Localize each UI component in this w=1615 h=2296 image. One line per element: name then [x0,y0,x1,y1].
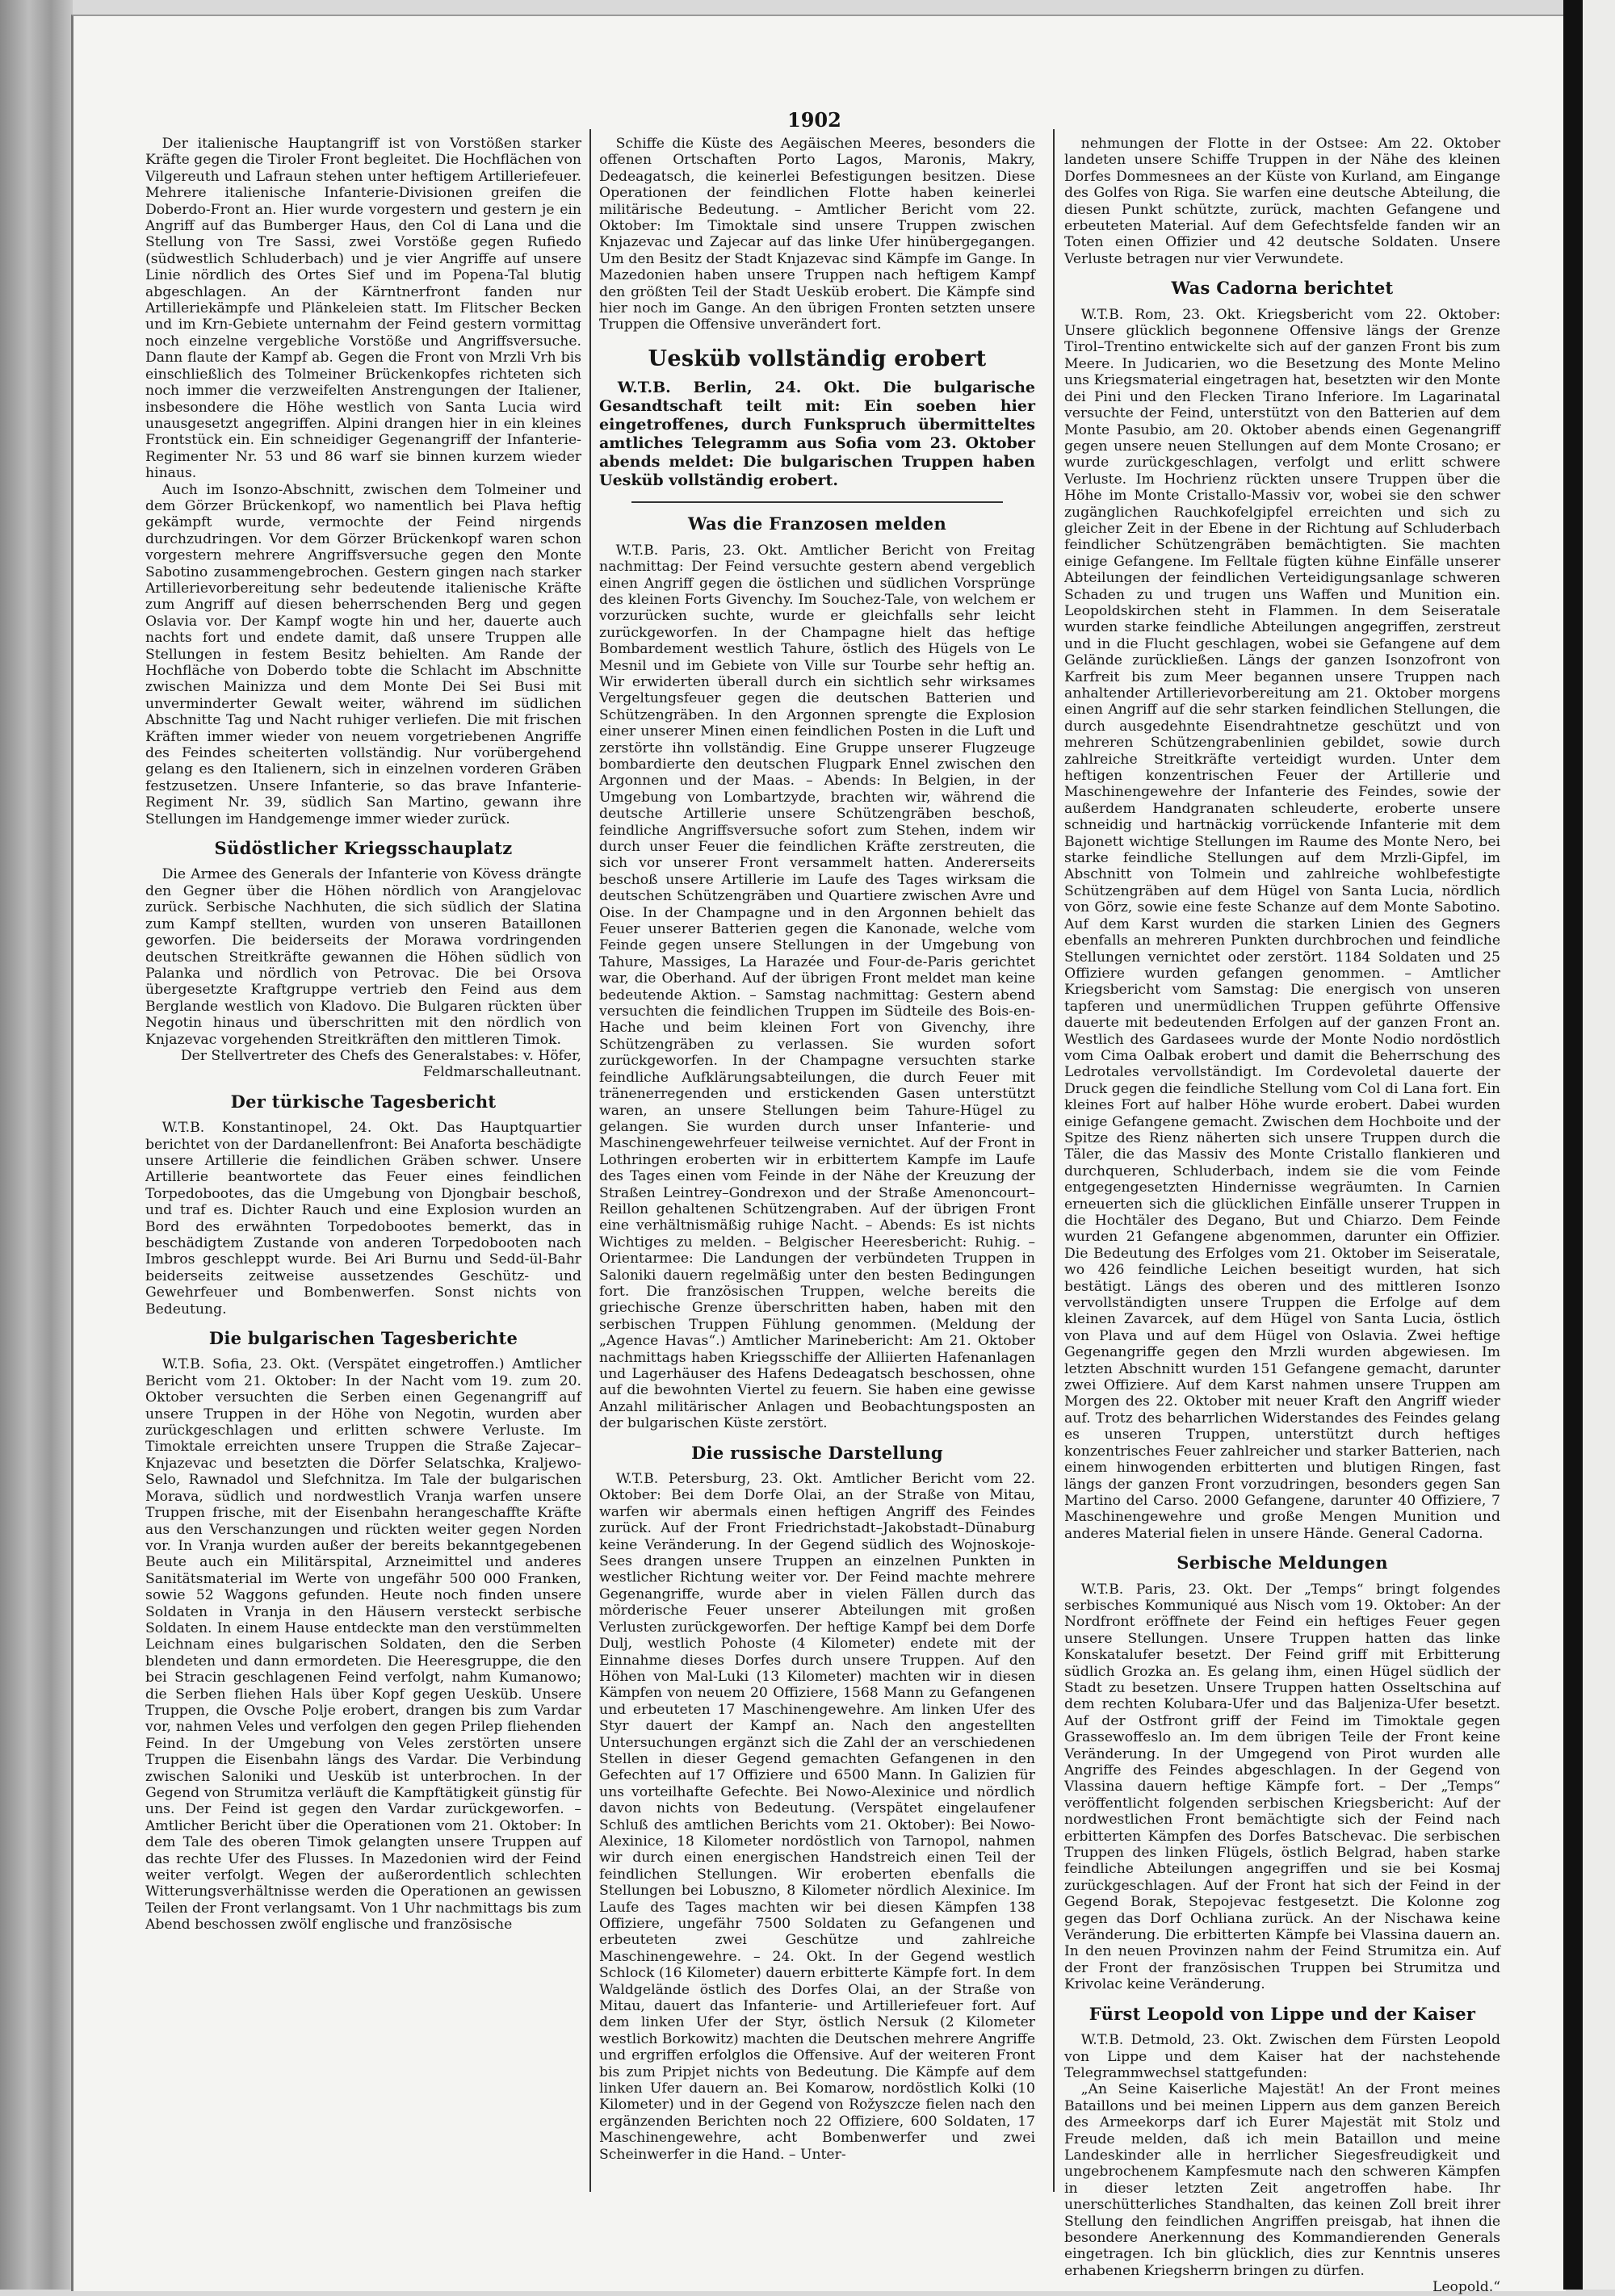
signature-line: Leopold.“ [1432,2279,1500,2296]
page-number: 1902 [787,108,841,132]
article-headline: Die russische Darstellung [691,1442,943,1463]
article-paragraph: W.T.B. Detmold, 23. Okt. Zwischen dem Fürsten Leopold von Lippe und dem Kaiser hat der nachstehende Telegrammwechsel stattgefunden: [1064,2032,1500,2081]
article-headline: Was die Franzosen melden [687,513,947,534]
article-headline: Was Cadorna berichtet [1171,278,1394,299]
article-paragraph: „An Seine Kaiserliche Majestät! An der Front meines Bataillons und bei meinen Lippern aus dem ganzen Bereich des Armeekorps darf ich Eurer Majestät mit Stolz und Freude melden, daß ich mein Bataillon und meine Landeskinder alle in herrlicher Siegesfreudigkeit und ungebrochenem Kampfesmute nach den schweren Kämpfen in dieser letzten Zeit angetroffen habe. Ihr unerschütterliches Standhalten, das keinen Zoll breit ihrer Stellung den feindlichen Angriffen preisgab, hat ihnen die besondere Anerkennung des Kommandierenden Generals eingetragen. Ich bin glücklich, dies zur Kenntnis unseres erhabenen Kriegsherrn bringen zu dürfen. [1064,2081,1500,2279]
article-paragraph: nehmungen der Flotte in der Ostsee: Am 22. Oktober landeten unsere Schiffe Truppen in der Nähe des kleinen Dorfes Dommesnees an der Küste von Kurland, am Eingange des Golfes von Riga. Sie warfen eine deutsche Abteilung, die diesen Punkt schützte, zurück, machten Gefangene und erbeuteten Material. Auf dem Gefechtsfelde fanden wir an Toten einen Offizier und 42 deutsche Soldaten. Unsere Verluste betragen nur vier Verwundete. [1064,136,1500,267]
article-paragraph: Die Armee des Generals der Infanterie von Kövess drängte den Gegner über die Höhen nördlich von Arangjelovac zurück. Serbische Nachhuten, die sich südlich der Slatina zum Kampf stellten, wurden von unseren Bataillonen geworfen. Die beiderseits der Morawa vordringenden deutschen Streitkräfte gewannen die Höhen südlich von Palanka und nördlich von Petrovac. Die bei Orsova übergesetzte Kraftgruppe vertrieb den Feind aus dem Berglande westlich von Kladovo. Die Bulgaren rückten über Negotin hinaus und überschritten mit den nördlich von Knjazevac vorgehenden Streitkräften den mittleren Timok. [145,866,581,1048]
article-headline: Südöstlicher Kriegsschauplatz [214,838,513,859]
column-rule [1053,129,1055,2192]
article-paragraph: W.T.B. Rom, 23. Okt. Kriegsbericht vom 22. Oktober: Unsere glücklich begonnene Offensive längs der Grenze Tirol–Trentino entwickelte sich auf der ganzen Front bis zum Meere. In Judicarien, wo die Besetzung des Monte Melino uns Kriegsmaterial eingetragen hat, besetzten wir den Monte dei Pini und den Flecken Tirano Inferiore. Im Lagarinatal versuchte der Feind, unterstützt von den Batterien auf dem Monte Pasubio, am 20. Oktober abends einen Gegenangriff gegen unsere neuen Stellungen auf dem Monte Crosano; er wurde zurückgeschlagen, verfolgt und erlitt schwere Verluste. Im Hochrienz rückten unsere Truppen über die Höhe im Monte Cristallo-Massiv vor, wobei sie den schwer zugänglichen Rauchkofelgipfel erreichten und sich zu gleicher Zeit in der Ebene in der Richtung auf Schluderbach feindlicher Schützengräben bemächtigten. Sie machten einige Gefangene. Im Felltale fügten kühne Einfälle unserer Abteilungen der feindlichen Verteidigungsanlage schweren Schaden zu und trugen uns Waffen und Munition ein. Leopoldskirchen steht in Flammen. In dem Seiseratale wurden starke feindliche Abteilungen angegriffen, zerstreut und in die Flucht geschlagen, wobei sie Gefangene auf dem Gelände zurückließen. Längs der ganzen Isonzofront von Karfreit bis zum Meer begannen unsere Truppen nach anhaltender Artillerievorbereitung am 21. Oktober morgens einen Angriff auf die sehr starken feindlichen Stellungen, die durch ausgedehnte Eisendrahtnetze geschützt und von mehreren Schützengrabenlinien gebildet, sowie durch zahlreiche Streitkräfte verteidigt wurden. Unter dem heftigen konzentrischen Feuer der Artillerie und Maschinengewehre der Infanterie des Feindes, sowie der außerdem Handgranaten schleuderte, eroberte unsere schneidig und hartnäckig vorrückende Infanterie mit dem Bajonett wichtige Stellungen im Raume des Monte Nero, bei starke feindliche Stellungen auf dem Mrzli-Gipfel, im Abschnitt von Tolmein und zahlreiche wohlbefestigte Schützengräben auf dem Hügel von Santa Lucia, nördlich von Görz, sowie eine feste Schanze auf dem Monte Sabotino. Auf dem Karst wurden die starken Linien des Gegners ebenfalls an mehreren Punkten durchbrochen und feindliche Stellungen vernichtet oder zerstört. 1184 Soldaten und 25 Offiziere wurden gefangen genommen. – Amtlicher Kriegsbericht vom Samstag: Die energisch von unseren tapferen und unermüdlichen Truppen geführte Offensive dauerte mit bedeutenden Erfolgen auf der ganzen Front an. Westlich des Gardasees wurde der Monte Nodio nordöstlich vom Cima Oalbak erobert und damit die Beherrschung des Ledrotales vervollständigt. Im Cordevoletal dauerte der Druck gegen die feindliche Stellung vom Col di Lana fort. Ein kleines Fort auf halber Höhe wurde erobert. Dabei wurden einige Gefangene gemacht. Zwischen dem Hochboite und der Spitze des Rienz näherten sich unsere Truppen durch die Täler, die das Massiv des Monte Cristallo flankieren und durchqueren, Schluderbach, indem sie die vom Feinde entgegengesetzten Hindernisse wegräumten. In Carnien erneuerten sich die glücklichen Einfälle unserer Truppen in die Hochtäler des Degano, But und Chiarzo. Dem Feinde wurden 21 Gefangene abgenommen, darunter ein Offizier. Die Bedeutung des Erfolges vom 21. Oktober im Seiseratale, wo 426 feindliche Leichen beseitigt wurden, hat sich bestätigt. Längs des oberen und des mittleren Isonzo vervollständigten unsere Truppen die Erfolge auf dem kleinen Zavarcek, auf dem Hügel von Santa Lucia, östlich von Plava und auf dem Hügel von Oslavia. Zwei heftige Gegenangriffe gegen den Mrzli wurden abgewiesen. Im letzten Abschnitt wurden 151 Gefangene gemacht, darunter zwei Offiziere. Auf dem Karst nahmen unsere Truppen am Morgen des 22. Oktober mit neuer Kraft den Angriff wieder auf. Trotz des beharrlichen Widerstandes des Feindes gelang es unseren Truppen, unterstützt durch heftiges konzentrisches Feuer zahlreicher und starker Batterien, nach einem hinwogenden erbitterten und blutigen Ringen, fast längs der ganzen Front vorzudringen, besonders gegen San Martino del Carso. 2000 Gefangene, darunter 40 Offiziere, 7 Maschinengewehre und große Mengen Munition und anderes Material fielen in unsere Hände. General Cadorna. [1064,306,1500,1542]
article-paragraph: Auch im Isonzo-Abschnitt, zwischen dem Tolmeiner und dem Görzer Brückenkopf, wo namentlich bei Plava heftig gekämpft wurde, vermochte der Feind nirgends durchzudringen. Vor dem Görzer Brückenkopf waren schon vorgestern mehrere Angriffsversuche gegen den Monte Sabotino zusammengebrochen. Gestern gingen nach starker Artillerievorbereitung sehr bedeutende italienische Kräfte zum Angriff auf diesen beherrschenden Berg und gegen Oslavia vor. Der Kampf wogte hin und her, dauerte auch nachts fort und endete damit, daß unsere Truppen alle Stellungen in festem Besitz behielten. Am Rande der Hochfläche von Doberdo tobte die Schlacht im Abschnitte zwischen Mainizza und dem Monte Dei Sei Busi mit unverminderter Gewalt weiter, während im südlichen Abschnitte Tag und Nacht ruhiger verliefen. Die mit frischen Kräften immer wieder von neuem vorgetriebenen Angriffe des Feindes scheiterten vollständig. Nur vorübergehend gelang es den Italienern, sich in einzelnen vorderen Gräben festzusetzen. Unsere Infanterie, so das brave Infanterie-Regiment Nr. 39, südlich San Martino, gewann ihre Stellungen im Handgemenge immer wieder zurück. [145,481,581,827]
article-paragraph: W.T.B. Sofia, 23. Okt. (Verspätet eingetroffen.) Amtlicher Bericht vom 21. Oktober: In der Nacht vom 19. zum 20. Oktober versuchten die Serben einen Gegenangriff auf unsere Truppen in der Höhe von Negotin, wurden aber zurückgeschlagen und erlitten schwere Verluste. Im Timoktale erreichten unsere Truppen die Straße Zajecar–Knjazevac und besetzten die Dörfer Selatschka, Kraljewo-Selo, Rawnadol und Slefchnitza. Im Tale der bulgarischen Morava, südlich und nordwestlich Vranja warfen unsere Truppen frische, mit der Eisenbahn herangeschaffte Kräfte aus den Verschanzungen und rückten weiter gegen Norden vor. In Vranja wurden außer der bereits bekanntgegebenen Beute auch ein Militärspital, Arzneimittel und anderes Sanitätsmaterial im Werte von ungefähr 500 000 Franken, sowie 52 Waggons gefunden. Heute noch finden unsere Soldaten in Vranja in den Häusern versteckt serbische Soldaten. In einem Hause entdeckte man den verstümmelten Leichnam eines bulgarischen Soldaten, den die Serben blendeten und dann ermordeten. Die Heeresgruppe, die den bei Stracin geschlagenen Feind verfolgt, nahm Kumanowo; die Serben fliehen Hals über Kopf gegen Uesküb. Unsere Truppen, die Ovsche Polje erobert, drangen bis zum Vardar vor, nahmen Veles und verfolgen den gegen Prilep fliehenden Feind. In der Umgebung von Veles zerstörten unsere Truppen die Eisenbahn längs des Vardar. Die Verbindung zwischen Saloniki und Uesküb ist unterbrochen. In der Gegend von Strumitza verläuft die Kampftätigkeit günstig für uns. Der Feind ist gegen den Vardar zurückgeworfen. – Amtlicher Bericht über die Operationen vom 21. Oktober: In dem Tale des oberen Timok gelangten unsere Truppen auf das rechte Ufer des Flusses. In Mazedonien wird der Feind weiter verfolgt. Wegen der außerordentlich schlechten Witterungsverhältnisse werden die Operationen an gewissen Teilen der Front verlangsamt. Von 1 Uhr nachmittags bis zum Abend beschossen zwölf englische und französische [145,1356,581,1934]
column-rule [589,129,591,2192]
article-headline: Uesküb vollständig erobert [648,346,987,371]
bulletin-paragraph: W.T.B. Berlin, 24. Okt. Die bulgarische Gesandtschaft teilt mit: Ein soeben hier eingetroffenes, durch Funkspruch übermitteltes amtliches Telegramm aus Sofia vom 23. Oktober abends meldet: Die bulgarischen Truppen haben Uesküb vollständig erobert. [599,379,1035,490]
article-paragraph: W.T.B. Paris, 23. Okt. Der „Temps“ bringt folgendes serbisches Kommuniqué aus Nisch vom 19. Oktober: An der Nordfront eröffnete der Feind ein heftiges Feuer gegen unsere Stellungen. Unsere Truppen hatten das linke Konskatalufer besetzt. Der Feind griff mit Erbitterung südlich Grozka an. Es gelang ihm, einen Hügel südlich der Stadt zu besetzen. Unsere Truppen hatten Osseltschina auf dem rechten Kolubara-Ufer und das Baljeniza-Ufer besetzt. Auf der Ostfront griff der Feind im Timoktale gegen Grassewoffeslo an. Im dem übrigen Teile der Front keine Veränderung. In der Umgegend von Pirot wurden alle Angriffe des Feindes abgeschlagen. In der Gegend von Vlassina dauern heftige Kämpfe fort. – Der „Temps“ veröffentlicht folgenden serbischen Kriegsbericht: Auf der nordwestlichen Front bemächtigte sich der Feind nach erbitterten Kämpfen des Dorfes Batschevac. Die serbischen Truppen des linken Flügels, östlich Belgrad, haben starke feindliche Abteilungen angegriffen und sie bei Kosmaj zurückgeschlagen. Auf der Front hat sich der Feind in der Gegend Borak, Stepojevac festgesetzt. Die Kolonne zog gegen das Dorf Ochliana zurück. An der Nischawa keine Veränderung. Die erbitterten Kämpfe bei Vlassina dauern an. In den neuen Provinzen nahm der Feind Strumitza ein. Auf der Front der französischen Truppen bei Strumitza und Krivolac keine Veränderung. [1064,1581,1500,1993]
article-paragraph: Schiffe die Küste des Aegäischen Meeres, besonders die offenen Ortschaften Porto Lagos, Maronis, Makry, Dedeagatsch, die keinerlei Befestigungen besitzen. Diese Operationen der feindlichen Flotte haben keinerlei militärische Bedeutung. – Amtlicher Bericht vom 22. Oktober: Im Timoktale sind unsere Truppen zwischen Knjazevac und Zajecar auf das linke Ufer hinübergegangen. Um den Besitz der Stadt Knjazevac sind Kämpfe im Gange. In Mazedonien haben unsere Truppen nach heftigem Kampf den größten Teil der Stadt Uesküb erobert. Die Kämpfe sind hier noch im Gange. An den übrigen Fronten setzten unsere Truppen die Offensive unverändert fort. [599,136,1035,333]
column-1 [145,136,581,2190]
article-paragraph: W.T.B. Konstantinopel, 24. Okt. Das Hauptquartier berichtet von der Dardanellenfront: Bei Anaforta beschädigte unsere Artillerie die feindlichen Gräben schwer. Unsere Artillerie beantwortete das Feuer eines feindlichen Torpedobootes, das die Umgebung von Djongbair beschoß, und traf es. Dichter Rauch und eine Explosion wurden an Bord des erwähnten Torpedobootes bemerkt, das in beschädigtem Zustande von anderen Torpedobooten nach Imbros geschleppt wurde. Bei Ari Burnu und Sedd-ül-Bahr beiderseits zeitweise aussetzendes Geschütz- und Gewehrfeuer und Bombenwerfen. Sonst nichts von Bedeutung. [145,1120,581,1318]
section-divider [631,501,1003,503]
article-paragraph: Der italienische Hauptangriff ist von Vorstößen starker Kräfte gegen die Tiroler Front begleitet. Die Hochflächen von Vilgereuth und Lafraun stehen unter heftigem Artilleriefeuer. Mehrere italienische Infanterie-Divisionen greifen die Doberdo-Front an. Hier wurde vorgestern und gestern je ein Angriff auf das Bumberger Haus, den Col di Lana und die Stellung von Tre Sassi, zwei Vorstöße gegen Rufiedo (südwestlich Schluderbach) und je vier Angriffe auf unsere Linie nördlich des Ortes Sief und im Popena-Tal blutig abgeschlagen. An der Kärntnerfront fanden nur Artilleriekämpfe und Plänkeleien statt. Im Flitscher Becken und im Krn-Gebiete unternahm der Feind gestern vormittag noch einzelne vergebliche Vorstöße und Angriffsversuche. Dann flaute der Kampf ab. Gegen die Front von Mrzli Vrh bis einschließlich des Tolmeiner Brückenkopfes richteten sich noch immer die verzweifelten Anstrengungen der Italiener, insbesondere die Höhe westlich von Santa Lucia wird unausgesetzt angegriffen. Alpini drangen hier in ein kleines Frontstück ein. Ein schneidiger Gegenangriff der Infanterie-Regimenter Nr. 53 und 86 warf sie binnen kurzem wieder hinaus. [145,136,581,482]
scan-border [1563,0,1583,2290]
article-headline: Fürst Leopold von Lippe und der Kaiser [1089,2003,1476,2024]
article-headline: Die bulgarischen Tagesberichte [208,1328,518,1349]
article-paragraph: W.T.B. Petersburg, 23. Okt. Amtlicher Bericht vom 22. Oktober: Bei dem Dorfe Olai, an der Straße von Mitau, warfen wir abermals einen heftigen Angriff des Feindes zurück. Auf der Front Friedrichstadt–Jakobstadt–Dünaburg keine Veränderung. In der Gegend südlich des Wojnoskoje-Sees drangen unsere Truppen an einzelnen Punkten in westlicher Richtung weiter vor. Der Feind machte mehrere Gegenangriffe, wurde aber in vielen Fällen durch das mörderische Feuer unserer Abteilungen mit großen Verlusten zurückgeworfen. Der heftige Kampf bei dem Dorfe Dulj, westlich Pohoste (4 Kilometer) endete mit der Einnahme dieses Dorfes durch unsere Truppen. Auf den Höhen von Mal-Luki (13 Kilometer) machten wir in diesen Kämpfen von neuem 20 Offiziere, 1568 Mann zu Gefangenen und erbeuteten 17 Maschinengewehre. Am linken Ufer des Styr dauert der Kampf an. Nach den angestellten Untersuchungen ergänzt sich die Zahl der an verschiedenen Stellen in dieser Gegend gemachten Gefangenen in den Gefechten auf 17 Offiziere und 6500 Mann. In Galizien für uns vorteilhafte Gefechte. Bei Nowo-Alexinice und nördlich davon nichts von Bedeutung. (Verspätet eingelaufener Schluß des amtlichen Berichts vom 21. Oktober): Bei Nowo-Alexinice, 18 Kilometer nordöstlich von Tarnopol, nahmen wir durch einen energischen Handstreich einen Teil der feindlichen Stellungen. Wir eroberten ebenfalls die Stellungen bei Lobuszno, 8 Kilometer nördlich Alexinice. Im Laufe des Tages machten wir bei diesen Kämpfen 138 Offiziere, ungefähr 7500 Soldaten zu Gefangenen und erbeuteten zwei Geschütze und zahlreiche Maschinengewehre. – 24. Okt. In der Gegend westlich Schlock (16 Kilometer) dauern erbitterte Kämpfe fort. In dem Waldgelände östlich des Dorfes Olai, an der Straße von Mitau, dauert das Infanterie- und Artilleriefeuer fort. Auf dem linken Ufer der Styr, östlich Nersuk (2 Kilometer westlich Borkowitz) machten die Deutschen mehrere Angriffe und ergriffen erfolglos die Offensive. Auf der weiteren Front bis zum Pripjet nichts von Bedeutung. Die Kämpfe auf dem linken Ufer dauern an. Bei Komarow, nordöstlich Kolki (10 Kilometer) und in der Gegend von Rožyszcze fielen nach den ergänzenden Berichten noch 22 Offiziere, 600 Soldaten, 17 Maschinengewehre, acht Bombenwerfer und zwei Scheinwerfer in die Hand. – Unter- [599,1471,1035,2163]
article-headline: Serbische Meldungen [1177,1552,1388,1573]
article-headline: Der türkische Tagesbericht [230,1091,497,1112]
adjacent-page [1583,0,1615,2290]
signature-line: Der Stellvertreter des Chefs des Generalstabes: v. Höfer, Feldmarschalleutnant. [180,1047,581,1081]
book-page-edges [0,0,73,2290]
article-paragraph: W.T.B. Paris, 23. Okt. Amtlicher Bericht von Freitag nachmittag: Der Feind versuchte gestern abend vergeblich einen Angriff gegen die östlichen und südlichen Vorsprünge des kleinen Forts Givenchy. Im Souchez-Tale, von welchem er vorzurücken suchte, wurde er gleichfalls sehr leicht zurückgeworfen. In der Champagne hielt das heftige Bombardement westlich Tahure, östlich des Hügels von Le Mesnil und im Gebiete von Ville sur Tourbe sehr heftig an. Wir erwiderten überall durch ein sichtlich sehr wirksames Vergeltungsfeuer gegen die deutschen Batterien und Schützengräben. In den Argonnen sprengte die Explosion einer unserer Minen einen feindlichen Posten in die Luft und zerstörte ihn vollständig. Eine Gruppe unserer Flugzeuge bombardierte den deutschen Flugpark Ennel zwischen den Argonnen und der Maas. – Abends: In Belgien, in der Umgebung von Lombartzyde, brachten wir, während die deutsche Artillerie unsere Schützengräben beschoß, feindliche Angriffsversuche sofort zum Stehen, indem wir durch unser Feuer die feindlichen Kräfte zerstreuten, die sich vor unserer Front versammelt hatten. Andererseits beschoß unsere Artillerie im Laufe des Tages wirksam die deutschen Schützengräben und Quartiere zwischen Avre und Oise. In der Champagne und in den Argonnen behielt das Feuer unserer Batterien gegen die Kanonade, welche vom Feinde gegen unsere Stellungen in der Umgebung von Tahure, Massiges, La Harazée und Four-de-Paris gerichtet war, die Oberhand. Auf der übrigen Front meldet man keine bedeutende Aktion. – Samstag nachmittag: Gestern abend versuchten die feindlichen Truppen im Südteile des Bois-en-Hache und beim kleinen Fort von Givenchy, ihre Schützengräben zu verlassen. Sie wurden sofort zurückgeworfen. In der Champagne versuchten starke feindliche Aufklärungsabteilungen, die durch Feuer mit tränenerregenden und erstickenden Gasen unterstützt waren, an unsere Stellungen beim Tahure-Hügel zu gelangen. Sie wurden durch unser Infanterie- und Maschinengewehrfeuer teilweise vernichtet. Auf der Front in Lothringen eroberten wir in erbittertem Kampfe im Laufe des Tages einen vom Feinde in der Nähe der Kreuzung der Straßen Leintrey–Gondrexon und der Straße Amenoncourt–Reillon gehaltenen Schützengraben. Auf der übrigen Front eine verhältnismäßig ruhige Nacht. – Abends: Es ist nichts Wichtiges zu melden. – Belgischer Heeresbericht: Ruhig. – Orientarmee: Die Landungen der verbündeten Truppen in Saloniki dauern regelmäßig unter den besten Bedingungen fort. Die französischen Truppen, welche bereits die griechische Grenze überschritten haben, haben mit den serbischen Truppen Fühlung genommen. (Meldung der „Agence Havas“.) Amtlicher Marinebericht: Am 21. Oktober nachmittags haben Kriegsschiffe der Alliierten Hafenanlagen und Lagerhäuser des Hafens Dedeagatsch beschossen, ohne auf die bewohnten Viertel zu feuern. Sie haben eine gewisse Anzahl militärischer Anlagen und Beobachtungsposten an der bulgarischen Küste zerstört. [599,542,1035,1432]
column-3 [1064,136,1500,2296]
column-2 [599,136,1035,2190]
